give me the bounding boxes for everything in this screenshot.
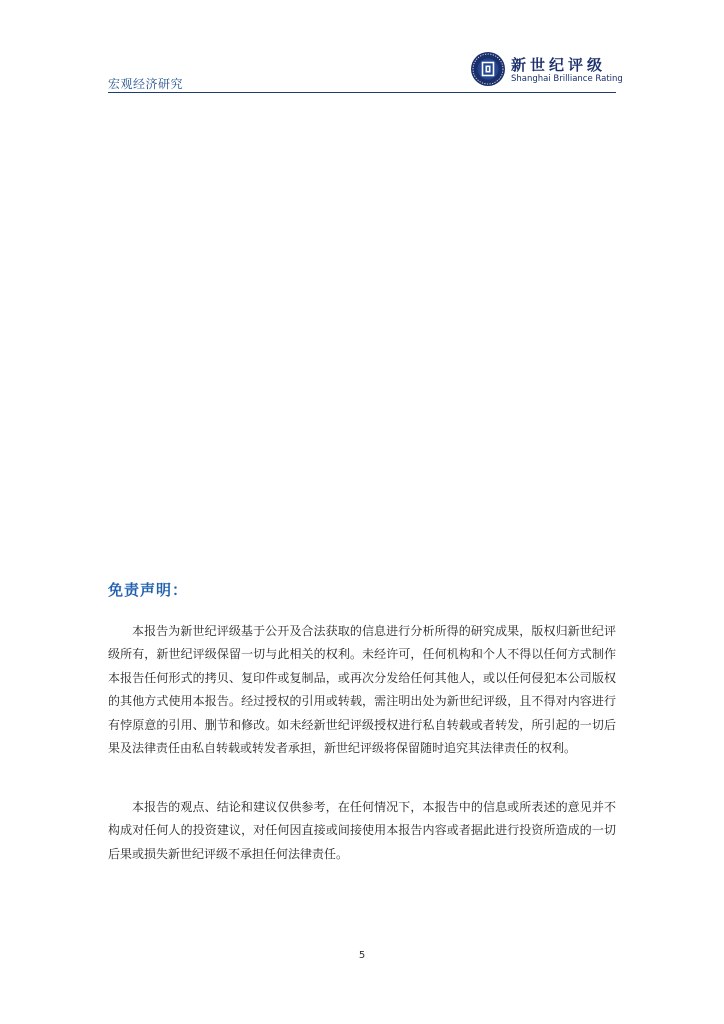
disclaimer-paragraph-copyright: 本报告为新世纪评级基于公开及合法获取的信息进行分析所得的研究成果，版权归新世纪评级所有，新世纪评级保留一切与此相关的权利。未经许可，任何机构和个人不得以任何方式制作本报告任何形式的拷贝、复印件或复制品，或再次分发给任何其他人，或以任何侵犯本公司版权的其他方式使用本报告。经过授权的引用或转载，需注明出处为新世纪评级，且不得对内容进行有悖原意的引用、删节和修改。如未经新世纪评级授权进行私自转载或者转发，所引起的一切后果及法律责任由私自转载或转发者承担，新世纪评级将保留随时追究其法律责任的权利。 bbox=[108, 624, 616, 756]
company-logo bbox=[470, 48, 623, 90]
logo-name-en: Shanghai Brilliance Rating bbox=[511, 74, 623, 84]
disclaimer-paragraph-liability: 本报告的观点、结论和建议仅供参考，在任何情况下，本报告中的信息或所表述的意见并不构成对任何人的投资建议，对任何因直接或间接使用本报告内容或者据此进行投资所造成的一切后果或损失新世纪评级不承担任何法律责任。 bbox=[108, 800, 616, 861]
header-divider bbox=[108, 92, 616, 93]
disclaimer-heading: 免责声明： bbox=[108, 581, 189, 599]
section-title: 宏观经济研究 bbox=[108, 77, 184, 91]
page-header bbox=[108, 44, 623, 94]
page-number: 5 bbox=[358, 950, 366, 961]
logo-emblem-icon bbox=[470, 51, 506, 87]
logo-name-cn: 新世纪评级 bbox=[511, 56, 607, 74]
